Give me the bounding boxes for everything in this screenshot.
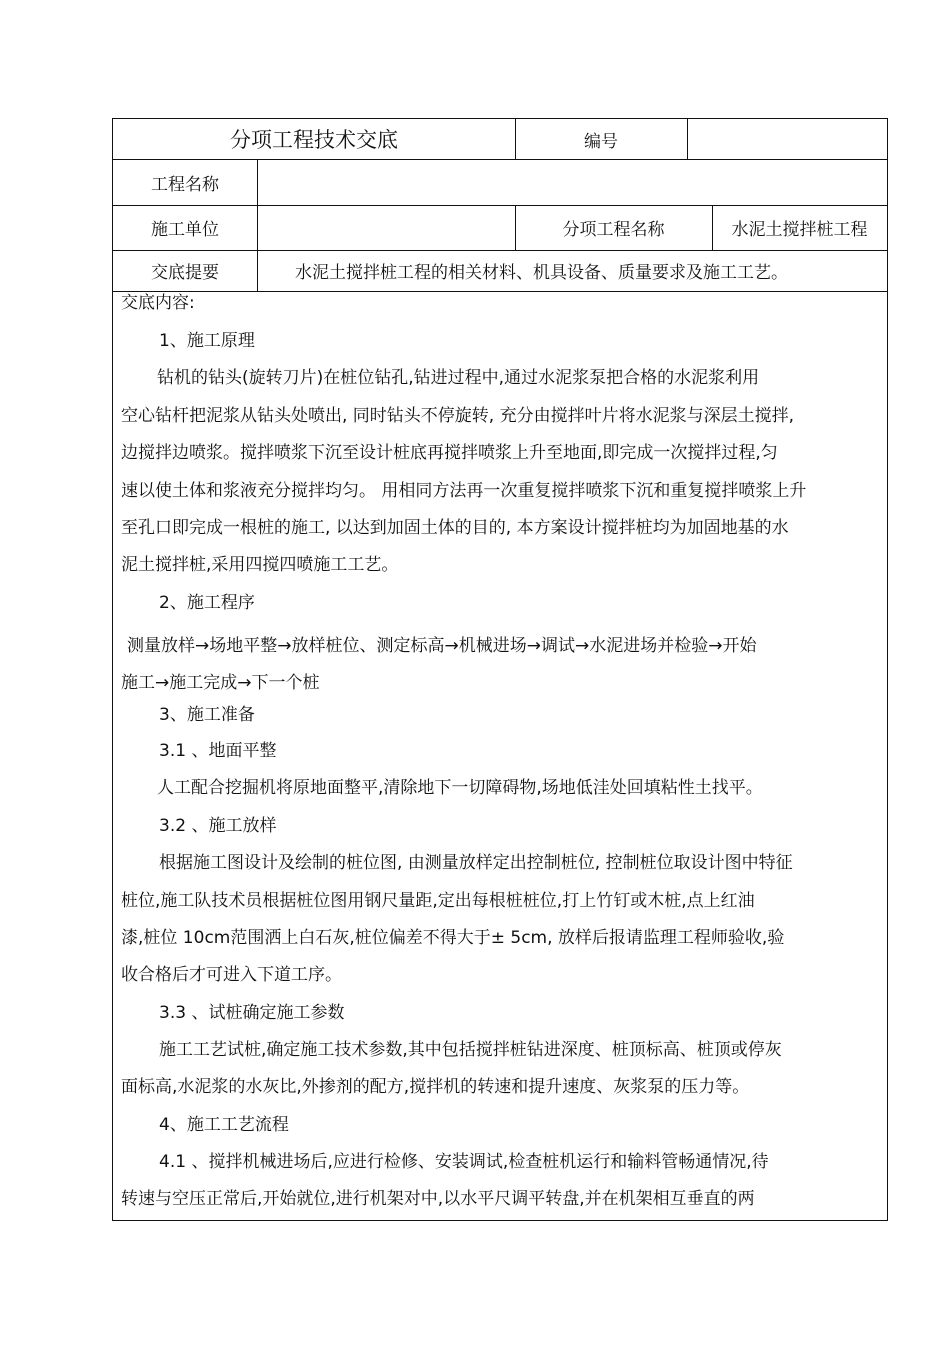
content-heading: 交底内容: [121, 293, 195, 313]
sub-project-name-value: 水泥土搅拌桩工程 [731, 220, 868, 240]
construction-unit-label: 施工单位 [151, 220, 219, 240]
summary-label: 交底提要 [151, 263, 219, 283]
paragraph-line: 空心钻杆把泥浆从钻头处喷出, 同时钻头不停旋转, 充分由搅拌叶片将水泥浆与深层土搅拌, [121, 406, 795, 426]
paragraph-line: 至孔口即完成一根桩的施工, 以达到加固土体的目的, 本方案设计搅拌桩均为加固地基的水 [121, 518, 789, 538]
number-value [687, 119, 887, 159]
subsection-heading: 3.3 、试桩确定施工参数 [159, 1003, 345, 1023]
subsection-heading: 3.1 、地面平整 [159, 741, 277, 761]
project-name-label: 工程名称 [151, 174, 219, 195]
paragraph-line: 钻机的钻头(旋转刀片)在桩位钻孔,钻进过程中,通过水泥浆泵把合格的水泥浆利用 [157, 368, 760, 388]
paragraph-line: 4.1 、搅拌机械进场后,应进行检修、安装调试,检查桩机运行和输料管畅通情况,待 [159, 1152, 769, 1172]
paragraph-line: 边搅拌边喷浆。搅拌喷浆下沉至设计桩底再搅拌喷浆上升至地面,即完成一次搅拌过程,匀 [121, 443, 778, 463]
paragraph-line: 人工配合挖掘机将原地面整平,清除地下一切障碍物,场地低洼处回填粘性土找平。 [157, 778, 763, 798]
paragraph-line: 漆,桩位 10cm范围洒上白石灰,桩位偏差不得大于± 5cm, 放样后报请监理工程师验收,验 [121, 928, 785, 948]
number-label: 编号 [584, 131, 618, 152]
form-title: 分项工程技术交底 [230, 128, 398, 152]
sub-project-name-label: 分项工程名称 [562, 220, 665, 240]
construction-unit-value [257, 205, 515, 250]
paragraph-line: 桩位,施工队技术员根据桩位图用钢尺量距,定出每根桩桩位,打上竹钉或木桩,点上红油 [121, 891, 755, 911]
summary-value: 水泥土搅拌桩工程的相关材料、机具设备、质量要求及施工工艺。 [295, 263, 788, 283]
paragraph-line: 施工→施工完成→下一个桩 [121, 673, 320, 693]
section-heading: 1、施工原理 [159, 331, 255, 351]
section-heading: 3、施工准备 [159, 705, 255, 725]
paragraph-line: 速以使土体和浆液充分搅拌均匀。 用相同方法再一次重复搅拌喷浆下沉和重复搅拌喷浆上升 [121, 481, 807, 501]
paragraph-line: 测量放样→场地平整→放样桩位、测定标高→机械进场→调试→水泥进场并检验→开始 [127, 636, 757, 656]
paragraph-line: 收合格后才可进入下道工序。 [121, 965, 342, 985]
row-divider [113, 291, 887, 292]
paragraph-line: 泥土搅拌桩,采用四搅四喷施工工艺。 [121, 555, 399, 575]
section-heading: 2、施工程序 [159, 593, 255, 613]
paragraph-line: 根据施工图设计及绘制的桩位图, 由测量放样定出控制桩位, 控制桩位取设计图中特征 [159, 853, 793, 873]
paragraph-line: 转速与空压正常后,开始就位,进行机架对中,以水平尺调平转盘,并在机架相互垂直的两 [121, 1189, 755, 1209]
paragraph-line: 施工工艺试桩,确定施工技术参数,其中包括搅拌桩钻进深度、桩顶标高、桩顶或停灰 [159, 1040, 782, 1060]
paragraph-line: 面标高,水泥浆的水灰比,外掺剂的配方,搅拌机的转速和提升速度、灰浆泵的压力等。 [121, 1077, 750, 1097]
subsection-heading: 3.2 、施工放样 [159, 816, 277, 836]
section-heading: 4、施工工艺流程 [159, 1115, 289, 1135]
project-name-value [257, 159, 887, 205]
disclosure-form [112, 118, 888, 1221]
